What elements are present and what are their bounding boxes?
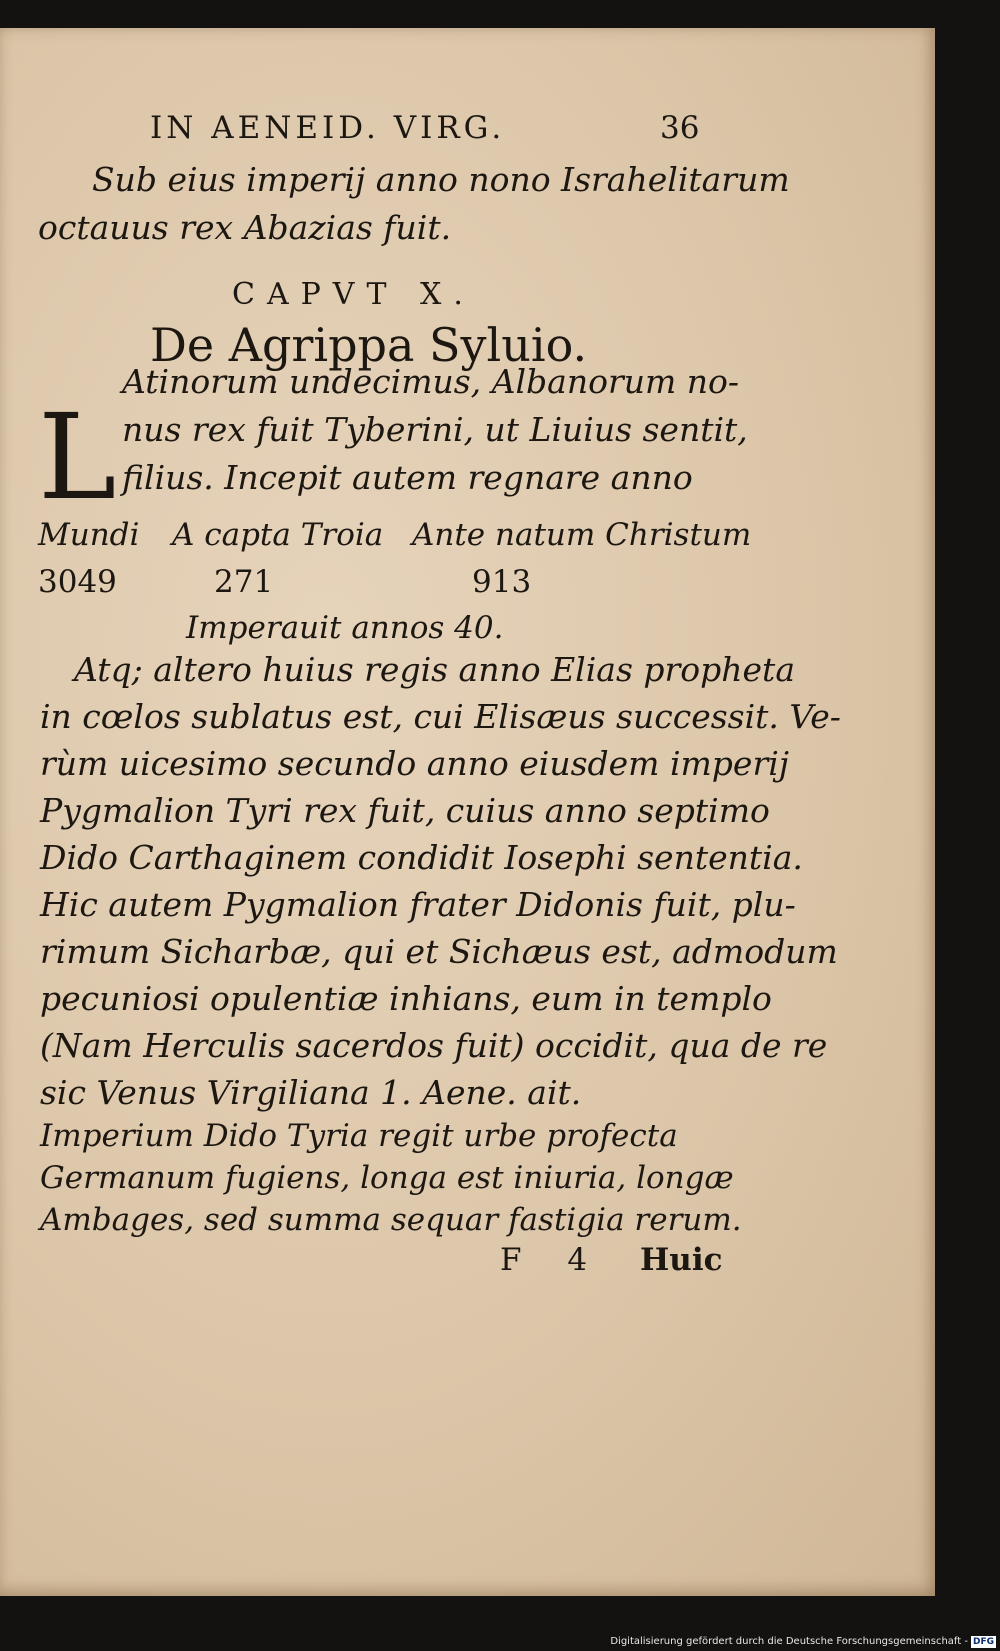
chronology-value-mundi: 3049	[38, 564, 117, 600]
digitization-credit	[600, 1632, 1000, 1651]
chapter-title: De Agrippa Syluio.	[150, 318, 588, 372]
chronology-header-mundi: Mundi	[38, 517, 140, 553]
verse-line: Imperium Dido Tyria regit urbe profecta	[40, 1118, 678, 1154]
opening-line: filius. Incepit autem regnare anno	[122, 458, 693, 497]
body-line: sic Venus Virgiliana 1. Aene. ait.	[40, 1073, 582, 1112]
body-line: pecuniosi opulentiæ inhians, eum in templo	[40, 979, 772, 1018]
running-title: IN AENEID. VIRG.	[150, 110, 506, 146]
body-line: Atq; altero huius regis anno Elias propheta	[74, 650, 795, 689]
opening-line: nus rex fuit Tyberini, ut Liuius sentit,	[122, 410, 748, 449]
body-line: Pygmalion Tyri rex fuit, cuius anno septimo	[40, 791, 770, 830]
catchword: Huic	[640, 1242, 723, 1278]
chronology-value-troia: 271	[214, 564, 274, 600]
verse-line: Ambages, sed summa sequar fastigia rerum.	[40, 1202, 742, 1238]
body-line: Hic autem Pygmalion frater Didonis fuit, plu-	[40, 885, 796, 924]
chronology-header-troia: A capta Troia	[172, 517, 384, 553]
intro-line: octauus rex Abazias fuit.	[38, 208, 452, 247]
signature-mark: F 4	[500, 1242, 606, 1278]
chronology-header-christum: Ante natum Christum	[412, 517, 752, 553]
opening-line: Atinorum undecimus, Albanorum no-	[122, 362, 740, 401]
chronology-value-christum: 913	[472, 564, 532, 600]
body-line: (Nam Herculis sacerdos fuit) occidit, qua de re	[40, 1026, 828, 1065]
intro-line: Sub eius imperij anno nono Israhelitarum	[92, 160, 790, 199]
body-line: in cœlos sublatus est, cui Elisæus successit. Ve-	[40, 697, 841, 736]
drop-cap: L	[38, 388, 117, 526]
body-line: rimum Sicharbæ, qui et Sichæus est, admodum	[40, 932, 838, 971]
reign-line: Imperauit annos 40.	[186, 610, 504, 646]
body-line: Dido Carthaginem condidit Iosephi sententia.	[40, 838, 803, 877]
verse-line: Germanum fugiens, longa est iniuria, longæ	[40, 1160, 734, 1196]
dfg-logo: DFG	[972, 1637, 994, 1647]
page-number: 36	[660, 110, 700, 146]
body-line: rùm uicesimo secundo anno eiusdem imperij	[40, 744, 790, 783]
chapter-label: CAPVT X.	[232, 277, 475, 312]
credit-text: Digitalisierung gefördert durch die Deutsche Forschungsgemeinschaft -	[610, 1636, 968, 1647]
